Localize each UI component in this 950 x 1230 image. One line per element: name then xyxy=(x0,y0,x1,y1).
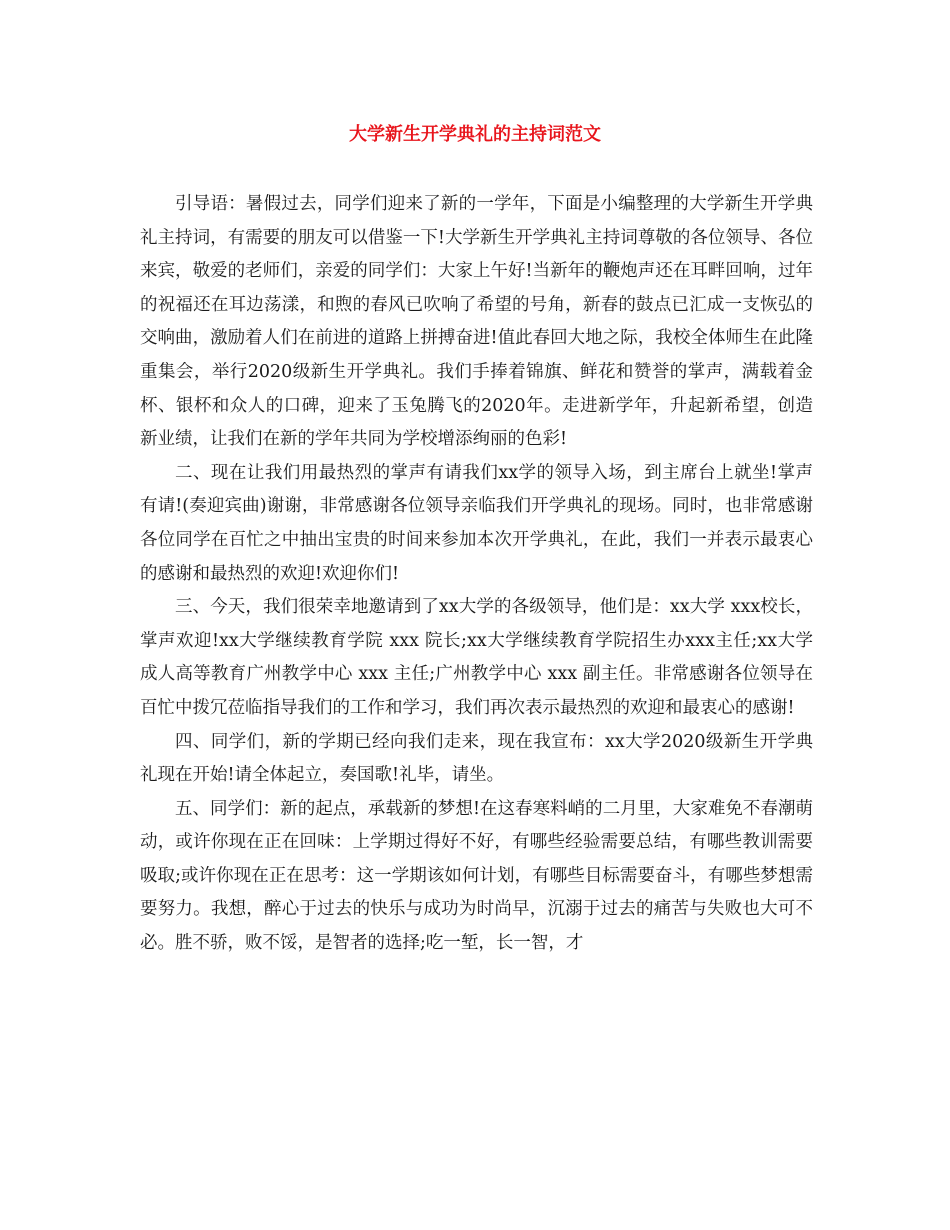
paragraph-two: 二、现在让我们用最热烈的掌声有请我们xx学的领导入场，到主席台上就坐!掌声有请!(奏迎宾曲)谢谢，非常感谢各位领导亲临我们开学典礼的现场。同时，也非常感谢各位同学在百忙之中抽出宝贵的时间来参加本次开学典礼，在此，我们一并表示最衷心的感谢和最热烈的欢迎!欢迎你们! xyxy=(140,462,813,584)
paragraph-five: 五、同学们：新的起点，承载新的梦想!在这春寒料峭的二月里，大家难免不春潮萌动，或许你现在正在回味：上学期过得好不好，有哪些经验需要总结，有哪些教训需要吸取;或许你现在正在思考：这一学期该如何计划，有哪些目标需要奋斗，有哪些梦想需要努力。我想，醉心于过去的快乐与成功为时尚早，沉溺于过去的痛苦与失败也大可不必。胜不骄，败不馁，是智者的选择;吃一堑，长一智，才 xyxy=(140,798,813,954)
document-body xyxy=(140,188,813,961)
paragraph-three: 三、今天，我们很荣幸地邀请到了xx大学的各级领导，他们是：xx大学 xxx校长，掌声欢迎!xx大学继续教育学院 xxx 院长;xx大学继续教育学院招生办xxx主任;xx大学成人高等教育广州教学中心 xxx 主任;广州教学中心 xxx 副主任。非常感谢各位领导在百忙中拨冗莅临指导我们的工作和学习，我们再次表示最热烈的欢迎和最衷心的感谢! xyxy=(140,597,813,718)
paragraph-four: 四、同学们，新的学期已经向我们走来，现在我宣布：xx大学2020级新生开学典礼现在开始!请全体起立，奏国歌!礼毕，请坐。 xyxy=(140,731,813,786)
paragraph-intro: 引导语：暑假过去，同学们迎来了新的一学年，下面是小编整理的大学新生开学典礼主持词，有需要的朋友可以借鉴一下!大学新生开学典礼主持词尊敬的各位领导、各位来宾，敬爱的老师们，亲爱的同学们：大家上午好!当新年的鞭炮声还在耳畔回响，过年的祝福还在耳边荡漾，和煦的春风已吹响了希望的号角，新春的鼓点已汇成一支恢弘的交响曲，激励着人们在前进的道路上拼搏奋进!值此春回大地之际，我校全体师生在此隆重集会，举行2020级新生开学典礼。我们手捧着锦旗、鲜花和赞誉的掌声，满载着金杯、银杯和众人的口碑，迎来了玉兔腾飞的2020年。走进新学年，升起新希望，创造新业绩，让我们在新的学年共同为学校增添绚丽的色彩! xyxy=(140,194,813,450)
document-title: 大学新生开学典礼的主持词范文 xyxy=(349,124,601,145)
